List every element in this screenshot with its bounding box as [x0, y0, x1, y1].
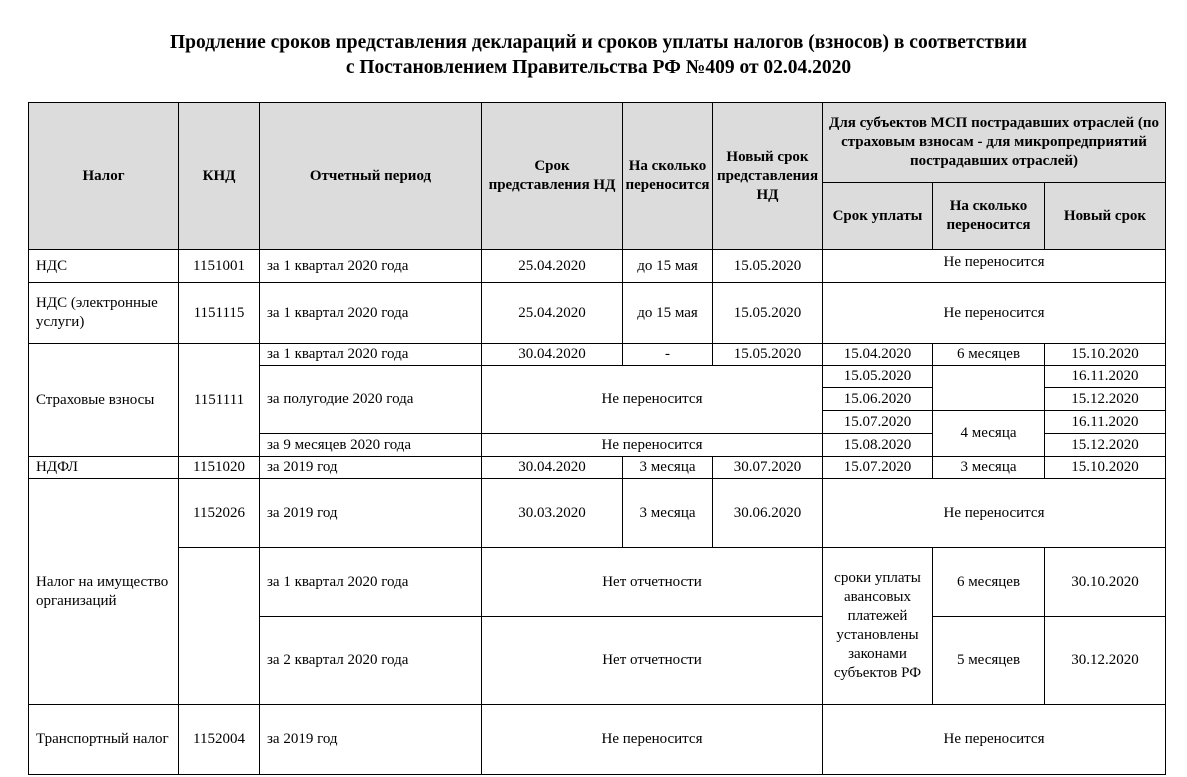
msp-new: 15.12.2020: [1045, 434, 1166, 457]
not-moved-note: Не переносится: [482, 434, 823, 457]
msp-new: 16.11.2020: [1045, 411, 1166, 434]
header-shift: На сколько переносится: [623, 103, 713, 250]
msp-shift-empty: [933, 366, 1045, 411]
tax-name: Транспортный налог: [29, 705, 179, 775]
shift: 3 месяца: [623, 479, 713, 548]
msp-shift: 6 месяцев: [933, 344, 1045, 366]
new-deadline: 30.07.2020: [713, 457, 823, 479]
period: за 2 квартал 2020 года: [260, 617, 482, 705]
title-line-2: с Постановлением Правительства РФ №409 от 02.04.2020: [345, 57, 852, 78]
knd-code-empty: [179, 548, 260, 705]
new-deadline: 15.05.2020: [713, 283, 823, 344]
shift: до 15 мая: [623, 250, 713, 283]
knd-code: 1152026: [179, 479, 260, 548]
table-row: [29, 548, 1166, 617]
msp-note: Не переносится: [823, 479, 1166, 548]
header-msp-new: Новый срок: [1045, 183, 1166, 250]
knd-code: 1151020: [179, 457, 260, 479]
tax-name: НДС: [29, 250, 179, 283]
shift: до 15 мая: [623, 283, 713, 344]
not-moved-note: Не переносится: [482, 705, 823, 775]
no-reporting-note: Нет отчетности: [482, 617, 823, 705]
tax-name: НДФЛ: [29, 457, 179, 479]
new-deadline: 15.05.2020: [713, 344, 823, 366]
table-row: [29, 250, 1166, 283]
msp-new: 15.10.2020: [1045, 457, 1166, 479]
msp-new: 15.10.2020: [1045, 344, 1166, 366]
msp-note: Не переносится: [823, 250, 1166, 283]
period: за 2019 год: [260, 479, 482, 548]
msp-note: Не переносится: [823, 283, 1166, 344]
period: за 2019 год: [260, 705, 482, 775]
msp-new: 30.10.2020: [1045, 548, 1166, 617]
period: за 2019 год: [260, 457, 482, 479]
shift: -: [623, 344, 713, 366]
new-deadline: 30.06.2020: [713, 479, 823, 548]
shift: 3 месяца: [623, 457, 713, 479]
new-deadline: 15.05.2020: [713, 250, 823, 283]
not-moved-note: Не переносится: [482, 366, 823, 434]
deadline: 30.04.2020: [482, 457, 623, 479]
deadline: 30.03.2020: [482, 479, 623, 548]
pay-deadline: 15.04.2020: [823, 344, 933, 366]
table-row: [29, 457, 1166, 479]
period: за 1 квартал 2020 года: [260, 250, 482, 283]
msp-shift: 4 месяца: [933, 411, 1045, 457]
tax-deadlines-table: [28, 102, 1166, 775]
table-row: [29, 479, 1166, 548]
advance-payments-note: сроки уплаты авансовых платежей установлены законами субъектов РФ: [823, 548, 933, 705]
pay-deadline: 15.07.2020: [823, 411, 933, 434]
header-deadline: Срок представления НД: [482, 103, 623, 250]
table-row: [29, 283, 1166, 344]
header-tax: Налог: [29, 103, 179, 250]
deadline: 30.04.2020: [482, 344, 623, 366]
tax-name: НДС (электронные услуги): [29, 283, 179, 344]
knd-code: 1151001: [179, 250, 260, 283]
header-new-deadline: Новый срок представления НД: [713, 103, 823, 250]
header-msp-shift: На сколько переносится: [933, 183, 1045, 250]
period: за полугодие 2020 года: [260, 366, 482, 434]
knd-code: 1152004: [179, 705, 260, 775]
header-pay-deadline: Срок уплаты: [823, 183, 933, 250]
msp-shift: 5 месяцев: [933, 617, 1045, 705]
pay-deadline: 15.05.2020: [823, 366, 933, 388]
msp-new: 30.12.2020: [1045, 617, 1166, 705]
table-row: [29, 705, 1166, 775]
period: за 9 месяцев 2020 года: [260, 434, 482, 457]
msp-new: 15.12.2020: [1045, 388, 1166, 411]
msp-new: 16.11.2020: [1045, 366, 1166, 388]
table-row: [29, 344, 1166, 366]
msp-shift: 3 месяца: [933, 457, 1045, 479]
msp-shift: 6 месяцев: [933, 548, 1045, 617]
pay-deadline: 15.06.2020: [823, 388, 933, 411]
tax-name: Страховые взносы: [29, 344, 179, 457]
header-knd: КНД: [179, 103, 260, 250]
period: за 1 квартал 2020 года: [260, 344, 482, 366]
period: за 1 квартал 2020 года: [260, 283, 482, 344]
no-reporting-note: Нет отчетности: [482, 548, 823, 617]
tax-name: Налог на имущество организаций: [29, 479, 179, 705]
msp-note: Не переносится: [823, 705, 1166, 775]
pay-deadline: 15.07.2020: [823, 457, 933, 479]
period: за 1 квартал 2020 года: [260, 548, 482, 617]
header-msp-group: Для субъектов МСП пострадавших отраслей (по страховым взносам - для микропредприятий пострадавших отраслей): [823, 103, 1166, 183]
deadline: 25.04.2020: [482, 250, 623, 283]
header-period: Отчетный период: [260, 103, 482, 250]
knd-code: 1151115: [179, 283, 260, 344]
deadline: 25.04.2020: [482, 283, 623, 344]
knd-code: 1151111: [179, 344, 260, 457]
document-title: [0, 30, 1187, 80]
pay-deadline: 15.08.2020: [823, 434, 933, 457]
title-line-1: Продление сроков представления деклараций и сроков уплаты налогов (взносов) в соответствии: [169, 32, 1028, 53]
